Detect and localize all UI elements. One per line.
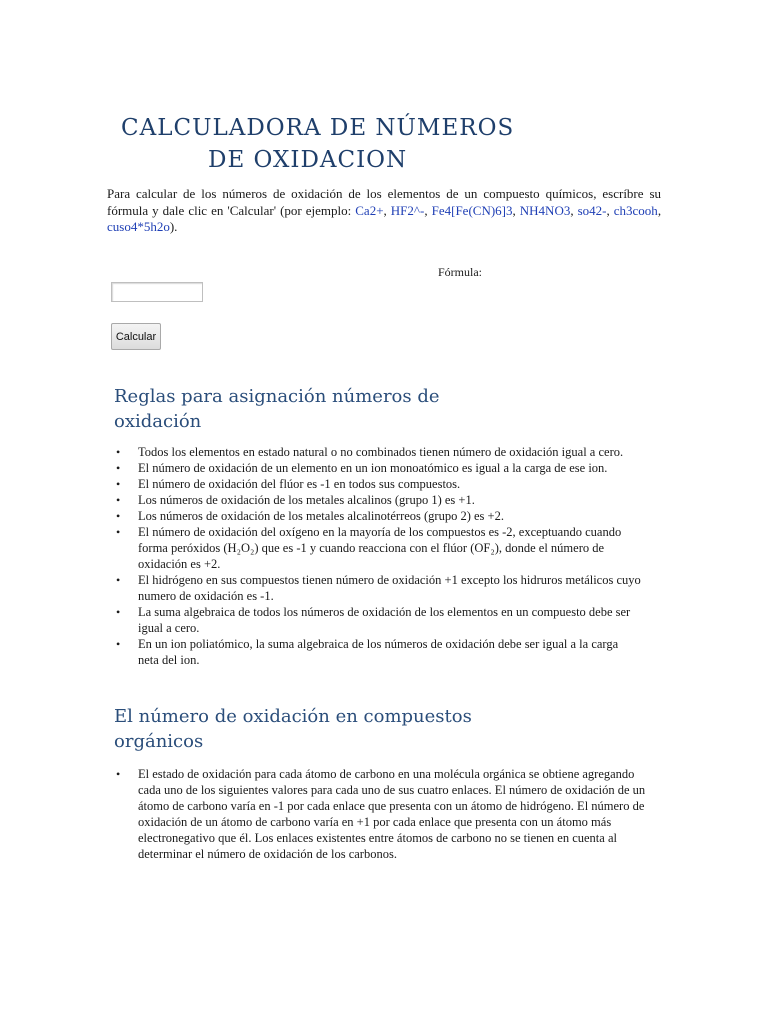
example-link-nh4no3[interactable]: NH4NO3: [519, 202, 571, 218]
intro-separator: ,: [424, 202, 432, 218]
intro-separator: ,: [606, 202, 614, 218]
intro-text: Para calcular de los números de oxidación de los elementos de un compuesto químicos, escríbre su fórmula y dale clic en 'Calcular' (por ejemplo:: [107, 186, 661, 218]
bullet-icon: •: [116, 525, 121, 539]
intro-separator: ,: [570, 202, 578, 218]
example-link-fe4[interactable]: Fe4[Fe(CN)6]3: [431, 202, 513, 218]
list-item: [110, 476, 642, 492]
list-item: [110, 508, 642, 524]
list-item-text: Los números de oxidación de los metales alcalinos (grupo 1) es +1.: [138, 493, 475, 507]
list-item-text: El número de oxidación del oxígeno en la mayoría de los compuestos es -2, exceptuando cuando forma peróxidos (H₂O₂) que es -1 y cuando reacciona con el flúor (OF₂), donde el número de oxidación es +2.: [138, 525, 622, 571]
list-item: [110, 444, 642, 460]
formula-label: Fórmula:: [438, 265, 482, 279]
page-title-line-2: DE OXIDACION: [208, 147, 408, 173]
list-item-text: En un ion poliatómico, la suma algebraica de los números de oxidación debe ser igual a la carga neta del ion.: [138, 637, 619, 667]
list-item: [110, 766, 660, 862]
rules-heading: Reglas para asignación números de oxidación: [114, 386, 440, 432]
intro-separator: ,: [383, 202, 391, 218]
intro-close: ).: [169, 219, 178, 234]
calculate-button[interactable]: Calcular: [111, 323, 161, 350]
list-item-text: Todos los elementos en estado natural o no combinados tienen número de oxidación igual a cero.: [138, 445, 624, 459]
page-title-line-1: CALCULADORA DE NÚMEROS: [121, 115, 515, 141]
bullet-icon: •: [116, 509, 121, 523]
list-item: [110, 492, 642, 508]
list-item: [110, 460, 642, 476]
bullet-icon: •: [116, 605, 121, 619]
intro-separator: ,: [657, 202, 662, 218]
list-item-text: La suma algebraica de todos los números de oxidación de los elementos en un compuesto debe ser igual a cero.: [138, 605, 631, 635]
rules-list: [110, 444, 642, 668]
list-item: [110, 636, 642, 668]
example-link-ca2[interactable]: Ca2+: [355, 202, 384, 218]
bullet-icon: •: [116, 573, 121, 587]
bullet-icon: •: [116, 477, 121, 491]
list-item-text: El hidrógeno en sus compuestos tienen número de oxidación +1 excepto los hidruros metálicos cuyo numero de oxidación es -1.: [138, 573, 641, 603]
example-link-ch3cooh[interactable]: ch3cooh: [613, 202, 658, 218]
intro-separator: ,: [512, 202, 520, 218]
list-item: [110, 572, 642, 604]
list-item-text: El estado de oxidación para cada átomo de carbono en una molécula orgánica se obtiene agregando cada uno de los siguientes valores para cada uno de sus cuatro enlaces. El número de oxidación de un átomo de carbono varía en -1 por cada enlace que presenta con un átomo de hidrógeno. El número de oxidación de un átomo de carbono varía en +1 por cada enlace que presenta con un átomo más electronegativo que él. Los enlaces existentes entre átomos de carbono no se tienen en cuenta al determinar el número de oxidación de los carbonos.: [138, 767, 646, 861]
list-item: [110, 524, 642, 572]
organic-heading: El número de oxidación en compuestos orgánicos: [114, 706, 472, 752]
example-link-cuso4[interactable]: cuso4*5h2o: [107, 219, 170, 234]
bullet-icon: •: [116, 767, 121, 781]
bullet-icon: •: [116, 461, 121, 475]
formula-input[interactable]: [111, 282, 203, 302]
list-item: [110, 604, 642, 636]
bullet-icon: •: [116, 445, 121, 459]
example-link-so42[interactable]: so42-: [577, 202, 607, 218]
list-item-text: Los números de oxidación de los metales alcalinotérreos (grupo 2) es +2.: [138, 509, 504, 523]
bullet-icon: •: [116, 637, 121, 651]
intro-paragraph: [107, 186, 661, 236]
bullet-icon: •: [116, 493, 121, 507]
list-item-text: El número de oxidación de un elemento en un ion monoatómico es igual a la carga de ese ion.: [138, 461, 608, 475]
list-item-text: El número de oxidación del flúor es -1 en todos sus compuestos.: [138, 477, 461, 491]
example-link-hf2[interactable]: HF2^-: [390, 202, 425, 218]
page-title: [0, 112, 600, 176]
organic-list: [110, 766, 660, 862]
